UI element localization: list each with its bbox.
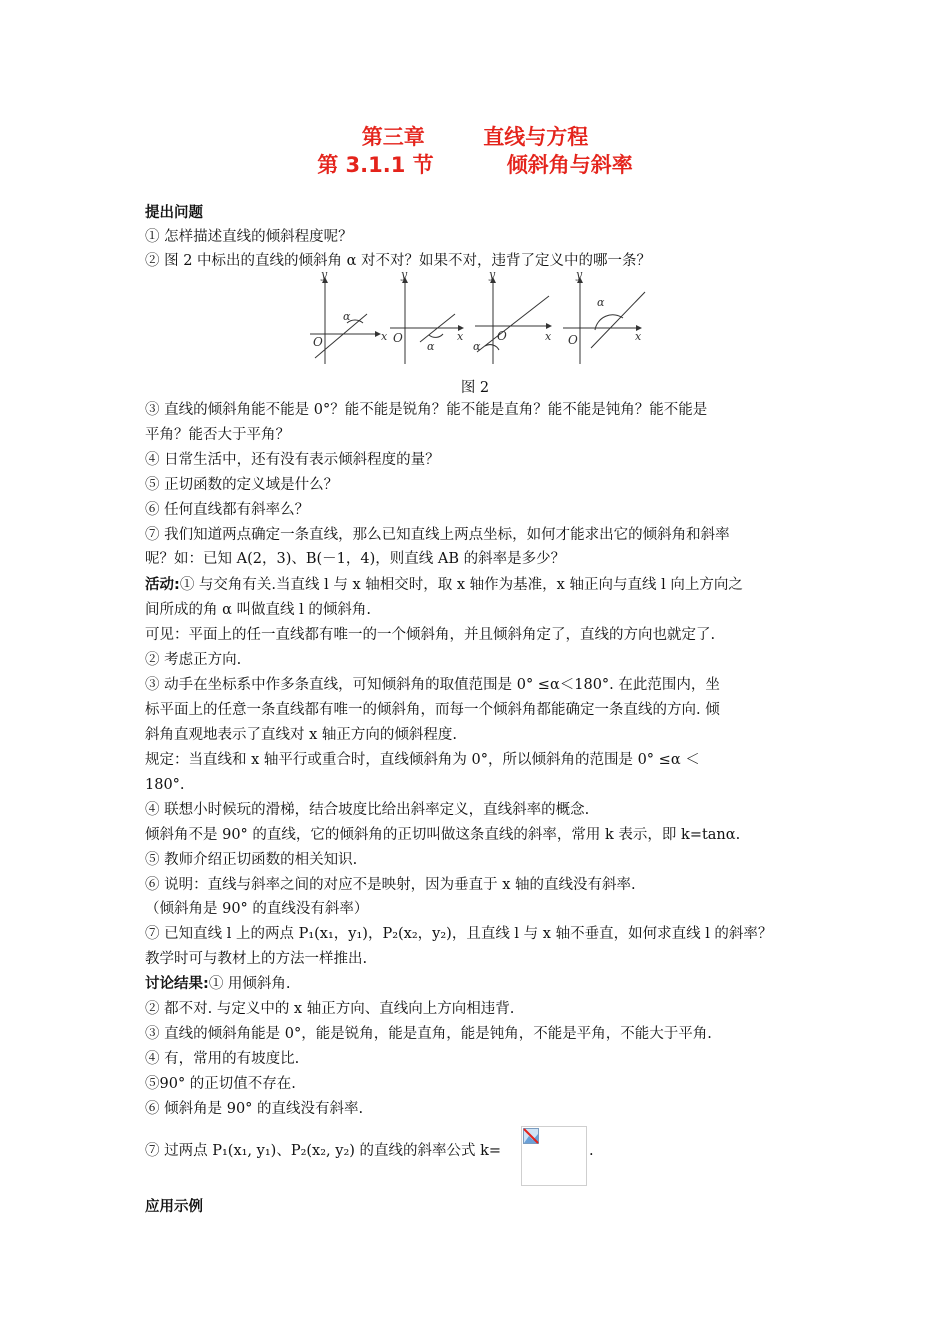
activity-line: 标平面上的任意一条直线都有唯一的倾斜角，而每一个倾斜角都能确定一条直线的方向. 倾	[145, 702, 720, 718]
activity-line: ⑦ 已知直线 l 上的两点 P₁(x₁，y₁)，P₂(x₂，y₂)，且直线 l 与 x 轴不垂直，如何求直线 l 的斜率？	[145, 926, 773, 942]
activity-line: ⑥ 说明：直线与斜率之间的对应不是映射，因为垂直于 x 轴的直线没有斜率.	[145, 877, 636, 893]
question-line: ⑤ 正切函数的定义域是什么？	[145, 477, 339, 493]
intro-heading: 提出问题	[145, 205, 203, 221]
formula-suffix: .	[589, 1143, 594, 1159]
fig4-origin-label: O	[568, 333, 578, 347]
chapter-title: 第三章 直线与方程	[361, 125, 589, 149]
results-line: ② 都不对. 与定义中的 x 轴正方向、直线向上方向相违背.	[145, 1001, 515, 1017]
question-line: ④ 日常生活中，还有没有表示倾斜程度的量？	[145, 452, 440, 468]
formula-line	[145, 1142, 825, 1161]
fig2-x-label: x	[457, 330, 464, 343]
figure-2-svg	[305, 268, 655, 368]
fig1-angle-label: α	[343, 310, 351, 323]
activity-line: ③ 动手在坐标系中作多条直线，可知倾斜角的取值范围是 0° ≤α＜180°. 在此范围内，坐	[145, 677, 720, 693]
fig2-y-label: y	[401, 268, 408, 281]
examples-heading: 应用示例	[145, 1199, 203, 1215]
results-line: ⑤90° 的正切值不存在.	[145, 1076, 296, 1092]
activity-line: ⑤ 教师介绍正切函数的相关知识.	[145, 852, 358, 868]
fig1-origin-label: O	[313, 335, 323, 349]
fig1-y-label: y	[321, 268, 328, 281]
results-line-1	[145, 975, 825, 994]
activity-line: 可见：平面上的任一直线都有唯一的一个倾斜角，并且倾斜角定了，直线的方向也就定了.	[145, 627, 716, 643]
results-text: ① 用倾斜角.	[208, 976, 291, 992]
broken-image-icon	[523, 1128, 539, 1144]
question-1: ① 怎样描述直线的倾斜程度呢？	[145, 229, 353, 245]
results-line: ⑥ 倾斜角是 90° 的直线没有斜率.	[145, 1101, 364, 1117]
activity-line: 180°.	[145, 777, 185, 793]
diagram-4	[563, 278, 645, 364]
activity-text: ① 与交角有关.当直线 l 与 x 轴相交时，取 x 轴作为基准，x 轴正向与直线 l 向上方向之	[179, 577, 743, 593]
fig3-angle-label: α	[473, 340, 481, 353]
question-line: 呢？如：已知 A(2，3)、B(－1，4)，则直线 AB 的斜率是多少？	[145, 551, 566, 567]
activity-line: 教学时可与教材上的方法一样推出.	[145, 951, 368, 967]
fig1-x-label: x	[381, 330, 388, 343]
activity-line: 规定：当直线和 x 轴平行或重合时，直线倾斜角为 0°，所以倾斜角的范围是 0° ≤α ＜	[145, 752, 700, 768]
question-line: ⑥ 任何直线都有斜率么？	[145, 502, 310, 518]
question-line: ⑦ 我们知道两点确定一条直线，那么已知直线上两点坐标，如何才能求出它的倾斜角和斜率	[145, 527, 730, 543]
results-line: ④ 有，常用的有坡度比.	[145, 1051, 300, 1067]
activity-line: ④ 联想小时候玩的滑梯，结合坡度比给出斜率定义，直线斜率的概念.	[145, 802, 590, 818]
fig4-x-label: x	[635, 330, 642, 343]
results-label: 讨论结果:	[145, 976, 209, 992]
fig4-angle-label: α	[597, 296, 605, 309]
fig4-y-label: y	[576, 268, 583, 281]
activity-line: 倾斜角不是 90° 的直线，它的倾斜角的正切叫做这条直线的斜率，常用 k 表示，即 k=tanα.	[145, 827, 741, 843]
slope-formula-image	[521, 1126, 587, 1186]
question-line: 平角？能否大于平角？	[145, 427, 290, 443]
activity-line-1	[145, 576, 825, 595]
fig2-angle-label: α	[427, 340, 435, 353]
figure-2-diagrams	[305, 268, 655, 368]
fig2-origin-label: O	[393, 331, 403, 345]
fig3-x-label: x	[545, 330, 552, 343]
activity-label: 活动:	[145, 577, 180, 593]
activity-line: （倾斜角是 90° 的直线没有斜率）	[145, 901, 369, 917]
diagram-3	[475, 278, 551, 364]
fig3-y-label: y	[489, 268, 496, 281]
activity-line: ② 考虑正方向.	[145, 652, 242, 668]
section-title: 第 3.1.1 节 倾斜角与斜率	[317, 153, 633, 177]
formula-prefix: ⑦ 过两点 P₁(x₁, y₁)、P₂(x₂, y₂) 的直线的斜率公式 k=	[145, 1143, 502, 1159]
activity-line: 斜角直观地表示了直线对 x 轴正方向的倾斜程度.	[145, 727, 458, 743]
figure-caption: 图 2	[460, 380, 490, 396]
activity-line: 间所成的角 α 叫做直线 l 的倾斜角.	[145, 602, 371, 618]
question-2: ② 图 2 中标出的直线的倾斜角 α 对不对？如果不对，违背了定义中的哪一条？	[145, 253, 652, 269]
fig3-origin-label: O	[497, 329, 507, 343]
results-line: ③ 直线的倾斜角能是 0°，能是锐角，能是直角，能是钝角，不能是平角，不能大于平角.	[145, 1026, 712, 1042]
question-line: ③ 直线的倾斜角能不能是 0°？能不能是锐角？能不能是直角？能不能是钝角？能不能是	[145, 402, 708, 418]
